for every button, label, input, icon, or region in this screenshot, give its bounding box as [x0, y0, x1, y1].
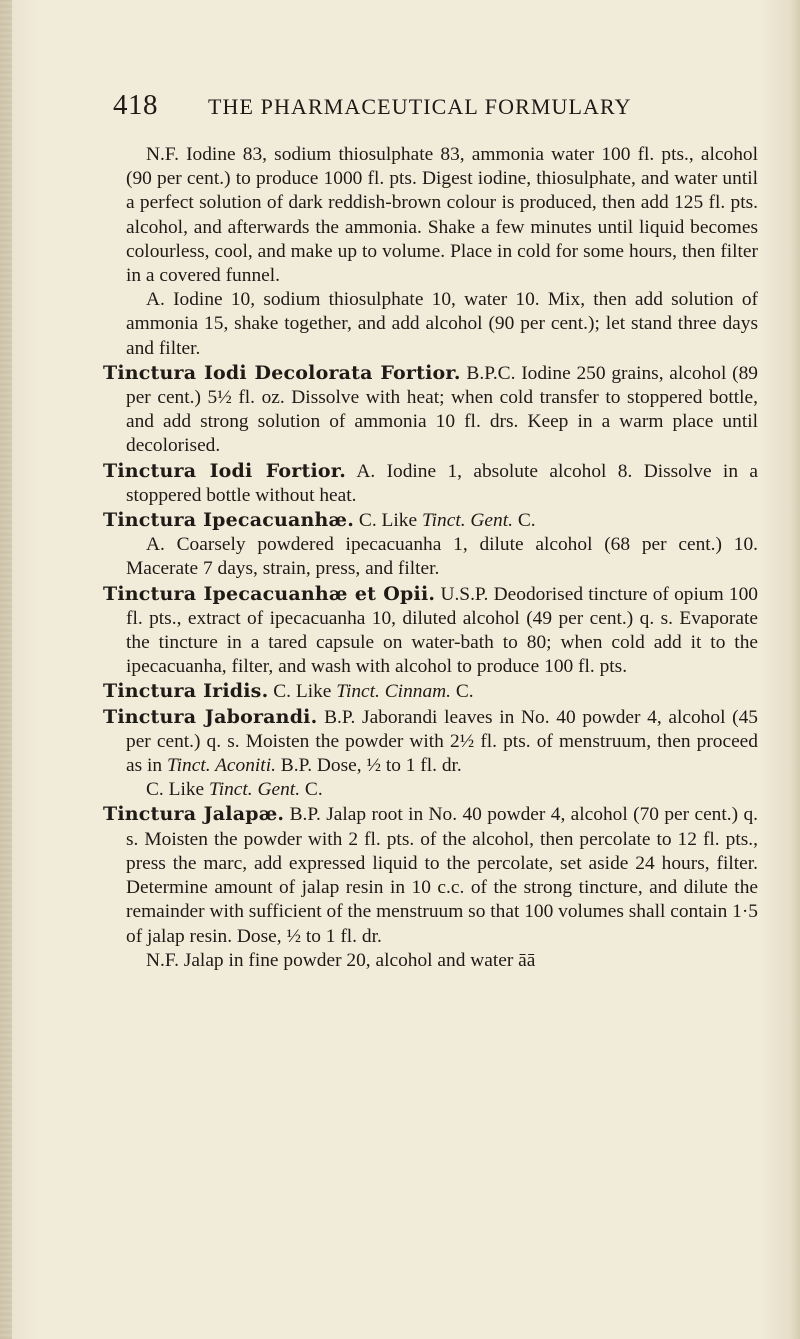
paragraph-a-ipecacuanha: A. Coarsely powdered ipecacuanha 1, dilute alcohol (68 per cent.) 10. Macerate 7 days, strain, press, and filter.: [126, 534, 758, 580]
entry-heading: Tinctura Ipecacuanhæ.: [103, 509, 355, 532]
entry-tinctura-jaborandi: Tinctura Jaborandi. B.P. Jaborandi leaves in No. 40 powder 4, alcohol (45 per cent.) q. s. Moisten the powder with 2½ fl. pts. of menstruum, then proceed as in Tinct. Aconiti. B.P. Dose, ½ to 1 fl. dr.: [103, 705, 758, 777]
entry-heading: Tinctura Jaborandi.: [103, 705, 318, 728]
entry-heading: Tinctura Ipecacuanhæ et Opii.: [103, 582, 436, 605]
entry-heading: Tinctura Iridis.: [103, 680, 269, 703]
entry-tinctura-iridis: Tinctura Iridis. C. Like Tinct. Cinnam. C.: [103, 680, 474, 703]
paragraph-c-jaborandi: C. Like Tinct. Gent. C.: [146, 779, 323, 801]
page-header: [113, 90, 753, 120]
entry-heading: Tinctura Jalapæ.: [103, 803, 285, 826]
page-number: 418: [113, 89, 158, 121]
paragraph-a-iodine: A. Iodine 10, sodium thiosulphate 10, water 10. Mix, then add solution of ammonia 15, shake together, and add alcohol (90 per cent.); let stand three days and filter.: [126, 289, 758, 359]
entry-tinctura-iodi-fortior: Tinctura Iodi Fortior. A. Iodine 1, absolute alcohol 8. Dissolve in a stoppered bottle without heat.: [103, 459, 758, 506]
entry-tinctura-iodi-decolorata-fortior: Tinctura Iodi Decolorata Fortior. B.P.C. Iodine 250 grains, alcohol (89 per cent.) 5½ fl. oz. Dissolve with heat; when cold transfer to stoppered bottle, and add strong solution of ammonia 10 fl. drs. Keep in a warm place until decolorised.: [103, 361, 758, 457]
page-binding-edge: [0, 0, 12, 1339]
body-text: [103, 143, 758, 973]
paragraph-nf-jalap: N.F. Jalap in fine powder 20, alcohol and water āā: [146, 949, 536, 971]
entry-tinctura-jalapae: Tinctura Jalapæ. B.P. Jalap root in No. 40 powder 4, alcohol (70 per cent.) q. s. Moisten the powder with 2 fl. pts. of the alcohol, then percolate to 12 fl. pts., press the marc, add expressed liquid to the percolate, set aside 24 hours, filter. Determine amount of jalap resin in 10 c.c. of the strong tincture, and dilute the remainder with sufficient of the menstruum so that 100 volumes shall contain 1·5 of jalap resin. Dose, ½ to 1 fl. dr.: [103, 803, 758, 947]
entry-heading: Tinctura Iodi Decolorata Fortior.: [103, 361, 461, 384]
entry-tinctura-ipecacuanhae-et-opii: Tinctura Ipecacuanhæ et Opii. U.S.P. Deodorised tincture of opium 100 fl. pts., extract of ipecacuanha 10, diluted alcohol (49 per cent.) q. s. Evaporate the tincture in a tared capsule on water-bath to 80; when cold add it to the ipecacuanha, filter, and wash with alcohol to produce 100 fl. pts.: [103, 582, 758, 678]
paragraph-nf-iodine: N.F. Iodine 83, sodium thiosulphate 83, ammonia water 100 fl. pts., alcohol (90 per cent.) to produce 1000 fl. pts. Digest iodine, thiosulphate, and water until a perfect solution of dark reddish-brown colour is produced, then add 125 fl. pts. alcohol, and afterwards the ammonia. Shake a few minutes until liquid becomes colourless, cool, and make up to volume. Place in cold for some hours, then filter in a covered funnel.: [126, 144, 758, 287]
running-title: THE PHARMACEUTICAL FORMULARY: [208, 94, 632, 119]
entry-heading: Tinctura Iodi Fortior.: [103, 459, 347, 482]
entry-tinctura-ipecacuanhae: Tinctura Ipecacuanhæ. C. Like Tinct. Gent. C.: [103, 509, 536, 532]
